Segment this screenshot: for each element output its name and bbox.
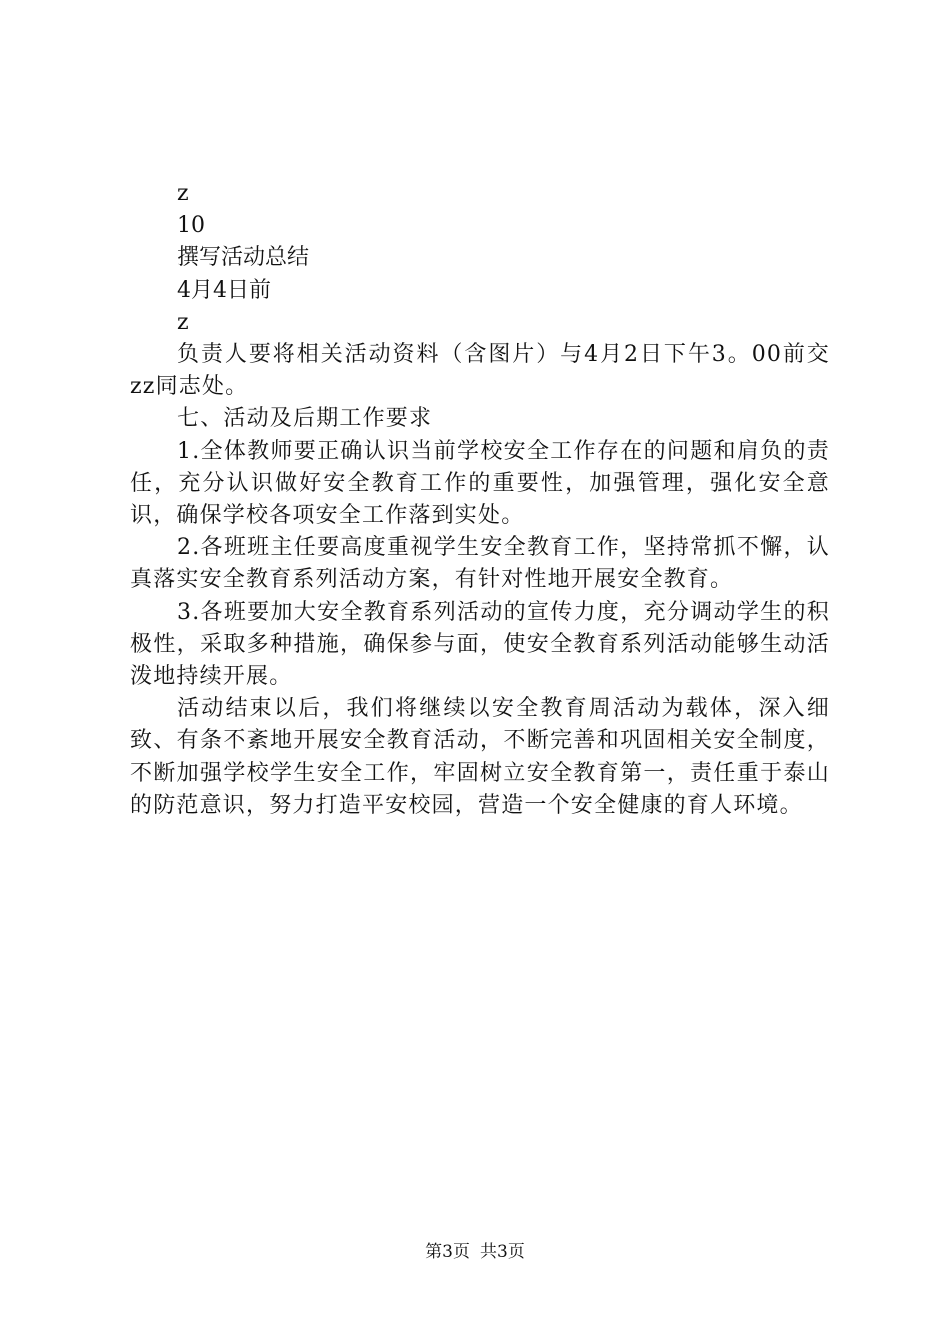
table-cell-deadline: 4月4日前: [177, 277, 271, 303]
page-number: 第3页: [425, 1242, 470, 1262]
table-cell-person: z: [177, 309, 189, 335]
closing-paragraph: 活动结束以后，我们将继续以安全教育周活动为载体，深入细致、有条不紊地开展安全教育活动，不断完善和巩固相关安全制度，不断加强学校学生安全工作，牢固树立安全教育第一，责任重于泰山的防范意识，努力打造平安校园，营造一个安全健康的育人环境。: [130, 696, 830, 818]
table-cell-responsible: z: [177, 181, 189, 206]
page-footer: [0, 1240, 950, 1264]
requirement-item: 2.各班班主任要高度重视学生安全教育工作，坚持常抓不懈，认真落实安全教育系列活动方案，有针对性地开展安全教育。: [130, 535, 830, 593]
section-heading: 七、活动及后期工作要求: [177, 406, 433, 432]
requirement-item: 1.全体教师要正确认识当前学校安全工作存在的问题和肩负的责任，充分认识做好安全教育工作的重要性，加强管理，强化安全意识，确保学校各项安全工作落到实处。: [130, 438, 830, 529]
document-body: [130, 178, 830, 822]
page-total: 共3页: [480, 1242, 525, 1262]
table-cell-number: 10: [177, 213, 205, 239]
requirement-item: 3.各班要加大安全教育系列活动的宣传力度，充分调动学生的积极性，采取多种措施，确保参与面，使安全教育系列活动能够生动活泼地持续开展。: [130, 599, 830, 690]
submission-note: 负责人要将相关活动资料（含图片）与4月2日下午3。00前交zz同志处。: [130, 342, 830, 400]
table-cell-task: 撰写活动总结: [177, 245, 310, 271]
